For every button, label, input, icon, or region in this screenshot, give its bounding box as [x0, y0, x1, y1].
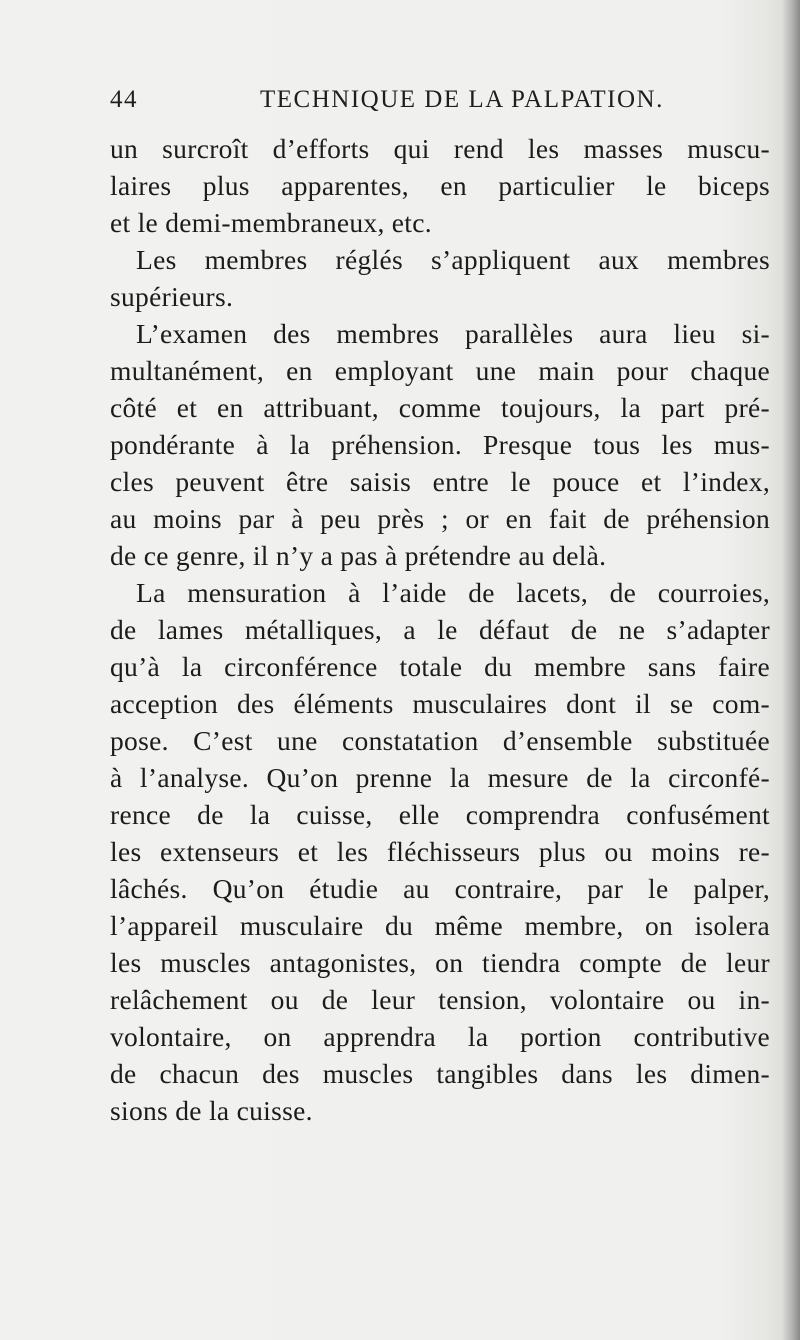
text-line: à l’analyse. Qu’on prenne la mesure de la circonfé-: [110, 762, 770, 793]
running-head: [110, 86, 770, 120]
text-line: de ce genre, il n’y a pas à prétendre au delà.: [110, 540, 607, 571]
page-number: 44: [110, 86, 138, 113]
text-line: l’appareil musculaire du même membre, on isolera: [110, 910, 770, 941]
text-line: côté et en attribuant, comme toujours, la part pré-: [110, 392, 770, 423]
text-line: sions de la cuisse.: [110, 1095, 313, 1126]
text-body: [110, 130, 770, 1129]
text-line: de chacun des muscles tangibles dans les dimen-: [110, 1058, 770, 1089]
text-line: un surcroît d’efforts qui rend les masses muscu-: [110, 133, 770, 164]
text-line: multanément, en employant une main pour chaque: [110, 355, 770, 386]
text-line: L’examen des membres parallèles aura lieu si-: [136, 318, 770, 349]
text-line: Les membres réglés s’appliquent aux membres: [136, 244, 770, 275]
text-line: pondérante à la préhension. Presque tous les mus-: [110, 429, 770, 460]
text-line: les extenseurs et les fléchisseurs plus ou moins re-: [110, 836, 770, 867]
text-line: pose. C’est une constatation d’ensemble substituée: [110, 725, 770, 756]
text-line: supérieurs.: [110, 281, 234, 312]
text-line: laires plus apparentes, en particulier le biceps: [110, 170, 770, 201]
text-line: de lames métalliques, a le défaut de ne s’adapter: [110, 614, 770, 645]
text-line: acception des éléments musculaires dont il se com-: [110, 688, 770, 719]
text-line: les muscles antagonistes, on tiendra compte de leur: [110, 947, 770, 978]
text-line: et le demi-membraneux, etc.: [110, 207, 432, 238]
text-line: lâchés. Qu’on étudie au contraire, par le palper,: [110, 873, 770, 904]
text-line: qu’à la circonférence totale du membre sans faire: [110, 651, 770, 682]
text-line: relâchement ou de leur tension, volontaire ou in-: [110, 984, 770, 1015]
text-line: La mensuration à l’aide de lacets, de courroies,: [136, 577, 770, 608]
text-line: rence de la cuisse, elle comprendra confusément: [110, 799, 770, 830]
text-line: cles peuvent être saisis entre le pouce et l’index,: [110, 466, 770, 497]
text-line: volontaire, on apprendra la portion contributive: [110, 1021, 770, 1052]
spine-shadow: [782, 0, 800, 1340]
text-line: au moins par à peu près ; or en fait de préhension: [110, 503, 770, 534]
running-title: TECHNIQUE DE LA PALPATION.: [260, 86, 664, 113]
